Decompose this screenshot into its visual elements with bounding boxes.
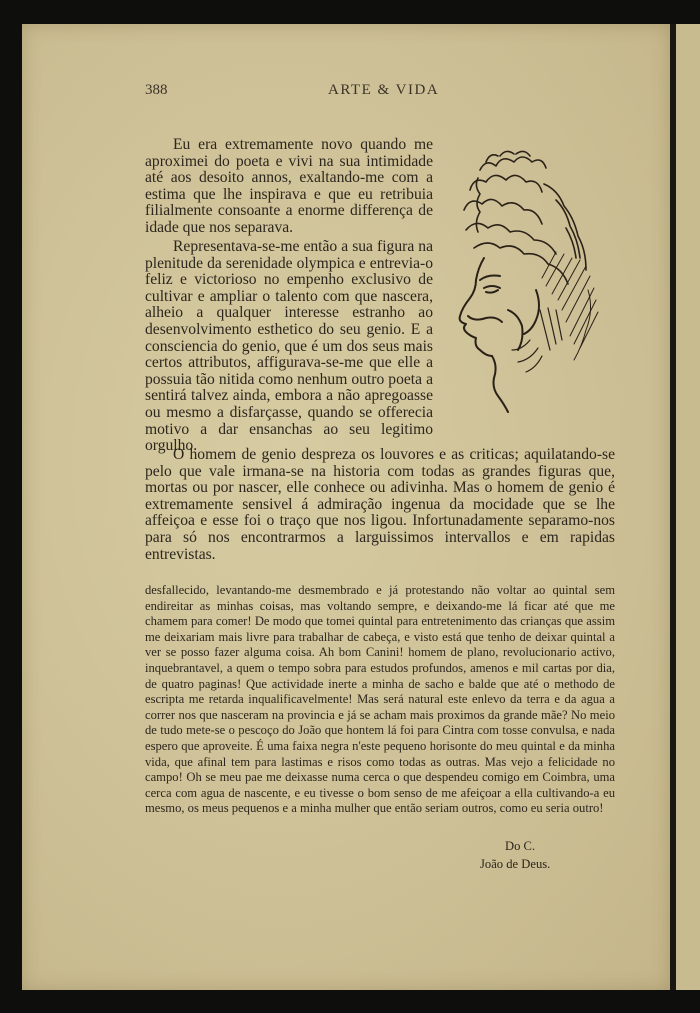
running-title: ARTE & VIDA	[328, 82, 440, 98]
body-paragraph-3	[145, 447, 615, 563]
quote-text: desfallecido, levantando-me desmembrado e já protestando não voltar ao quintal sem endireitar as minhas coisas, mas voltando sempre, e deixando-me lá ficar até que me chamem para comer! De modo que tomei quintal para entretenimento das crianças que assim me deixariam mais livre para trabalhar de cabeça, e visto está que tenho de deixar quintal a ver se posso fazer alguma coisa. Ah bom Canini! homem de plano, revolucionario activo, inquebrantavel, a quem o tempo sobra para estudos profundos, amenos e mil cartas por dia, de quatro paginas! Que actividade inerte a minha de sacho e balde que até o methodo de escripta me retarda inqualificavelmente! Mas será natural este enlevo da terra e da agua a correr nos que nasceram na provincia e já se acham mais proximos da grande mãe? No meio de tudo mete-se o pescoço do João que hontem lá foi para Cintra com tosse convulsa, e nada espero que aproveite. É uma faixa negra n'este pequeno horisonte do meu quintal e da minha vida, que afinal tem para lastimas e risos como todas as outras. Mas vejo a felicidade no campo! Oh se meu pae me deixasse numa cerca o que despendeu comigo em Coimbra, uma cerca com agua de nascente, e eu tivesse o bom senso de me afeiçoar a ella cultivando-a eu mesmo, os meus pequenos e a minha mulher que então seriam outros, como eu seria outro!	[145, 583, 615, 816]
page-number: 388	[145, 82, 168, 98]
paragraph: Eu era extremamente novo quando me aproximei do poeta e vivi na sua intimidade até aos desoito annos, exaltando-me com a estima que lhe inspirava e que eu retribuia filialmente consoante a enorme differença de idade que nos separava.	[145, 136, 433, 236]
signature-source: Do C.	[505, 839, 536, 853]
body-paragraph-1	[145, 137, 433, 237]
page-header	[145, 82, 615, 102]
paragraph: O homem de genio despreza os louvores e as criticas; aquilatando-se pelo que vale irmana-se na historia com todas as grandes figuras que, mortas ou por nascer, elle conhece ou adivinha. Mas o homem de genio é extremamente sensivel á admiração ingenua da mocidade que se lhe affeiçoa e esse foi o traço que nos ligou. Infortunadamente separamo-nos para só nos encontrarmos a larguissimos intervallos e em rapidas entrevistas.	[145, 446, 615, 563]
body-paragraph-2	[145, 239, 433, 455]
signature-author: João de Deus.	[480, 857, 551, 871]
portrait-sketch-icon	[440, 140, 618, 422]
paragraph: Representava-se-me então a sua figura na plenitude da serenidade olympica e entrevia-o feliz e victorioso no empenho exclusivo de cultivar e ampliar o talento com que nascera, alheio a qualquer interesse estranho ao desenvolvimento esthetico do seu genio. E a consciencia do genio, que é um dos seus mais certos attributos, affigurava-se-me que elle a possuia tão nitida como nenhum outro poeta a sentirá talvez ainda, embora a não apregoasse ou mesmo a disfarçasse, quando se offerecia motivo a dar ensanchas ao seu legitimo orgulho.	[145, 238, 433, 455]
next-page-edge	[676, 24, 700, 990]
quoted-letter	[145, 583, 615, 817]
